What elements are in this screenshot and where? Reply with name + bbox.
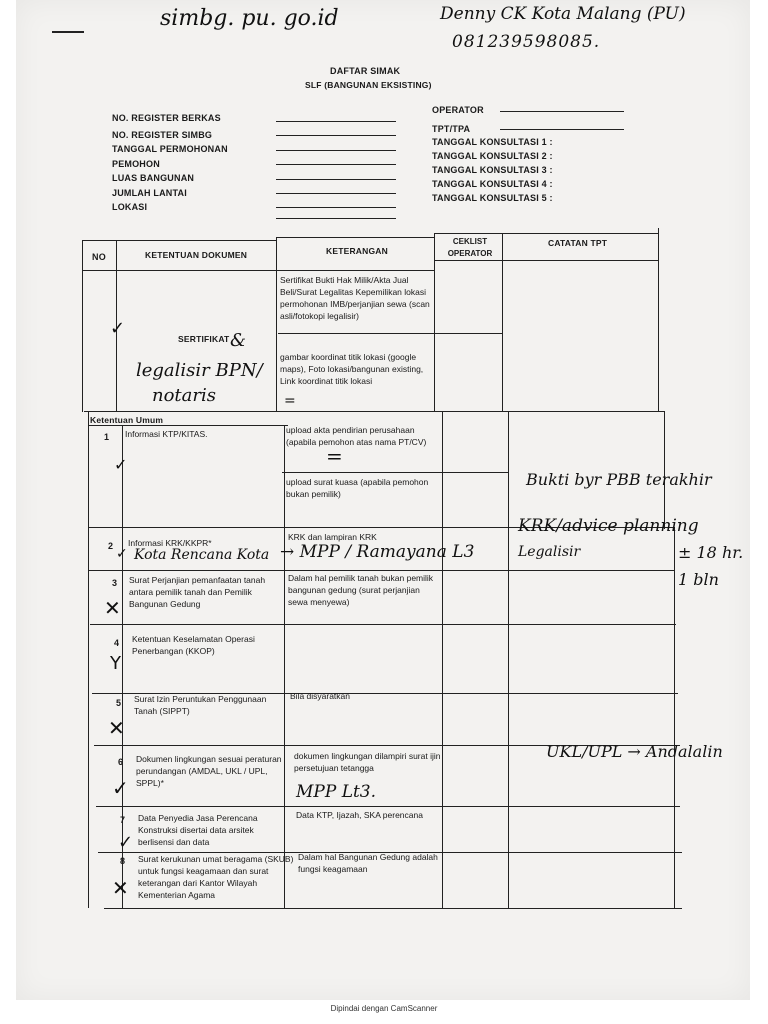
header-ketentuan-dokumen: KETENTUAN DOKUMEN (145, 250, 248, 260)
label-tanggal-permohonan: TANGGAL PERMOHONAN (112, 144, 228, 154)
scanner-footer: Dipindai dengan CamScanner (330, 1004, 438, 1013)
sertifikat-equals-mark: = (284, 393, 296, 409)
row4-number: 4 (114, 638, 120, 648)
row3-number: 3 (112, 578, 118, 588)
ukl-upl-handwriting: UKL/UPL → Andalalin (546, 742, 723, 761)
label-konsultasi-1: TANGGAL KONSULTASI 1 : (432, 137, 553, 147)
website-handwriting: simbg. pu. go.id (160, 6, 339, 31)
row8-number: 8 (120, 856, 126, 866)
row2-number: 2 (108, 541, 114, 551)
row4-dokumen: Ketentuan Keselamatan Operasi Penerbangan (KKOP) (132, 634, 255, 656)
row6-checkmark-icon: ✓ (112, 776, 129, 800)
row6-dokumen: Dokumen lingkungan sesuai peraturan perundangan (AMDAL, UKL / UPL, SPPL)* (136, 754, 282, 788)
sertifikat-note-handwriting-1: legalisir BPN/ (136, 360, 263, 381)
row8-cross-icon: ✕ (112, 876, 129, 900)
row5-keterangan: Bila disyaratkan (290, 691, 351, 701)
krk-advice-handwriting: KRK/advice planning (518, 516, 699, 536)
field-tanggal-permohonan[interactable] (276, 150, 396, 151)
field-tpt[interactable] (500, 129, 624, 130)
sertifikat-keterangan-1: Sertifikat Bukti Hak Milik/Akta Jual Beli/Surat Legalitas Kepemilikan lokasi permohonan IMB/perjanjian sewa (scan asli/fotokopi legalisir) (280, 275, 430, 321)
label-konsultasi-4: TANGGAL KONSULTASI 4 : (432, 179, 553, 189)
phone-handwriting: 081239598085. (452, 32, 601, 52)
row8-dokumen: Surat kerukunan umat beragama (SKUB) untuk fungsi keagamaan dan surat keterangan dari Kantor Wilayah Kementerian Agama (138, 854, 294, 900)
row5-cross-icon: ✕ (108, 716, 125, 740)
label-konsultasi-3: TANGGAL KONSULTASI 3 : (432, 165, 553, 175)
label-pemohon: PEMOHON (112, 159, 160, 169)
label-konsultasi-5: TANGGAL KONSULTASI 5 : (432, 193, 553, 203)
time-note-2-handwriting: 1 bln (678, 570, 719, 589)
sertifikat-label: SERTIFIKAT (178, 334, 230, 344)
field-register-simbg[interactable] (276, 135, 396, 136)
row1-number: 1 (104, 432, 110, 442)
label-register-berkas: NO. REGISTER BERKAS (112, 113, 221, 123)
label-konsultasi-2: TANGGAL KONSULTASI 2 : (432, 151, 553, 161)
header-no: NO (92, 252, 106, 262)
mpp-lt3-handwriting: MPP Lt3. (296, 782, 377, 802)
krk-handwriting: Kota Rencana Kota (134, 547, 270, 563)
row2-dokumen: Informasi KRK/KKPR* (128, 538, 212, 548)
row2-keterangan: KRK dan lampiran KRK (288, 532, 377, 542)
document-subtitle: SLF (BANGUNAN EKSISTING) (305, 80, 432, 90)
row1-keterangan-b: upload surat kuasa (apabila pemohon bukan pemilik) (286, 477, 429, 499)
sertifikat-note-handwriting-2: notaris (152, 385, 216, 406)
field-pemohon[interactable] (276, 164, 396, 165)
row2-checkmark-icon: ✓ (116, 546, 128, 562)
row5-number: 5 (116, 698, 122, 708)
row1-dokumen: Informasi KTP/KITAS. (125, 429, 208, 439)
field-lokasi-extra[interactable] (276, 218, 396, 219)
row1-keterangan-a: upload akta pendirian perusahaan (apabila pemohon atas nama PT/CV) (286, 425, 427, 447)
label-operator: OPERATOR (432, 105, 484, 115)
row5-dokumen: Surat Izin Peruntukan Penggunaan Tanah (SIPPT) (134, 694, 267, 716)
row3-cross-icon: ✕ (104, 596, 121, 620)
field-jumlah-lantai[interactable] (276, 193, 396, 194)
row3-dokumen: Surat Perjanjian pemanfaatan tanah antara pemilik tanah dan Pemilik Bangunan Gedung (129, 575, 266, 609)
sertifikat-keterangan-2: gambar koordinat titik lokasi (google maps), Foto lokasi/bangunan existing, Link koordinat titik lokasi (280, 352, 424, 386)
sertifikat-ampersand-handwriting: & (230, 330, 247, 351)
row1-equals-mark: = (326, 444, 343, 468)
section-ketentuan-umum: Ketentuan Umum (90, 415, 164, 425)
field-lokasi[interactable] (276, 207, 396, 208)
time-note-1-handwriting: ± 18 hr. (678, 543, 744, 562)
row4-mark-icon: Y (110, 653, 121, 674)
row7-number: 7 (120, 815, 126, 825)
dash-mark (52, 31, 84, 33)
row3-keterangan: Dalam hal pemilik tanah bukan pemilik bangunan gedung (surat perjanjian sewa menyewa) (288, 573, 434, 607)
field-luas-bangunan[interactable] (276, 179, 396, 180)
mpp-handwriting: → MPP / Ramayana L3 (280, 542, 475, 562)
row1-checkmark-icon: ✓ (114, 455, 128, 474)
document-title: DAFTAR SIMAK (330, 66, 401, 76)
label-luas-bangunan: LUAS BANGUNAN (112, 173, 195, 183)
checkmark-icon: ✓ (110, 318, 126, 339)
field-operator[interactable] (500, 111, 624, 112)
legalisir-handwriting: Legalisir (518, 544, 581, 560)
label-register-simbg: NO. REGISTER SIMBG (112, 130, 213, 140)
label-lokasi: LOKASI (112, 202, 148, 212)
header-ceklist-operator: CEKLIST OPERATOR (447, 237, 493, 258)
row7-dokumen: Data Penyedia Jasa Perencana Konstruksi disertai data arsitek berlisensi dan data (138, 813, 258, 847)
row6-number: 6 (118, 757, 124, 767)
row7-checkmark-icon: ✓ (118, 832, 134, 853)
row8-keterangan: Dalam hal Bangunan Gedung adalah fungsi keagamaan (298, 852, 438, 874)
row6-keterangan: dokumen lingkungan dilampiri surat ijin persetujuan tetangga (294, 751, 441, 773)
field-register-berkas[interactable] (276, 121, 396, 122)
contact-name-handwriting: Denny CK Kota Malang (PU) (440, 4, 686, 24)
header-keterangan: KETERANGAN (326, 246, 388, 256)
label-jumlah-lantai: JUMLAH LANTAI (112, 188, 187, 198)
header-catatan-tpt: CATATAN TPT (548, 238, 608, 248)
pbb-note-handwriting: Bukti byr PBB terakhir (526, 470, 712, 489)
label-tpt: TPT/TPA (432, 124, 471, 134)
row7-keterangan: Data KTP, Ijazah, SKA perencana (296, 810, 423, 820)
